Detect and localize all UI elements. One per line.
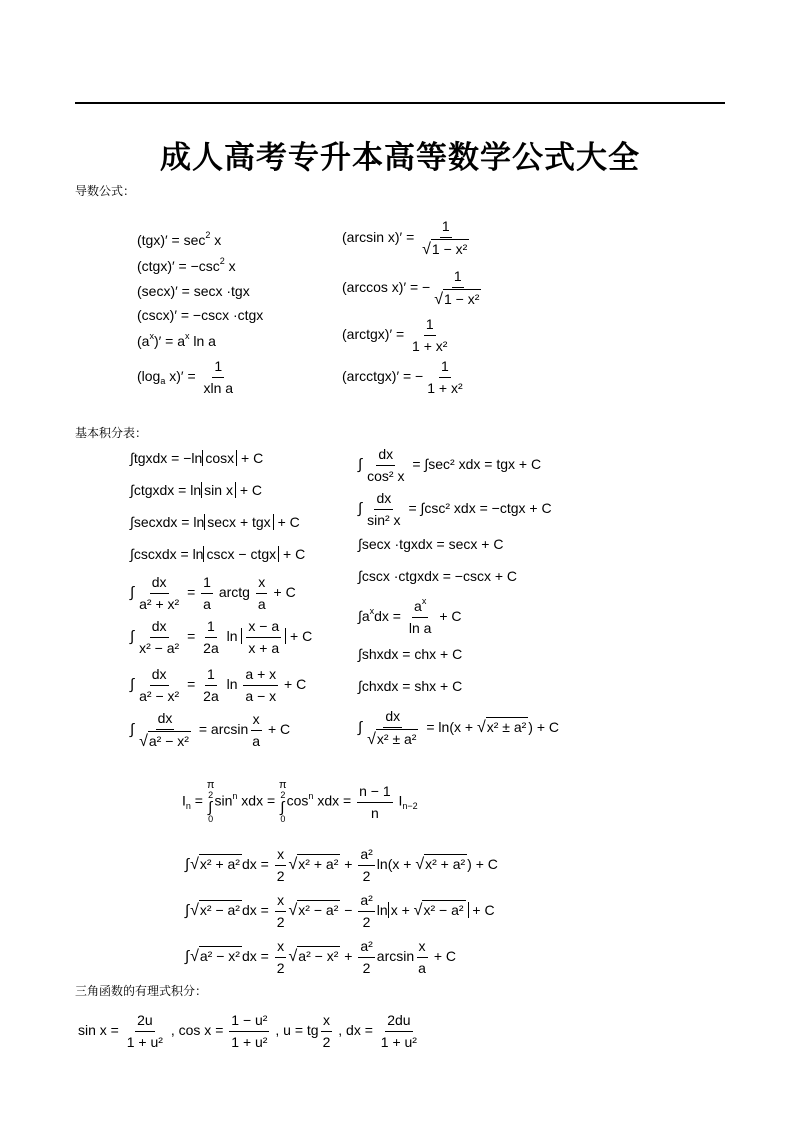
reduction-formula: $I_n$ = π 2 ∫ 0 $\sin^n$ xdx = π 2 ∫ 0 $\cos^n$ xdx = $\frac{n - 1}{n}$ $I_{n-2}$ [182, 779, 418, 824]
int-arctg: ∫ $\frac{dx}{\text{a² + x²}}$ = $\frac{1}{a}$ arctg $\frac{x}{a}$ + C [130, 574, 296, 612]
deriv-arccos: (arccos x)′ = − $\frac{1}{\text{√1 − x²}}$ [342, 268, 480, 308]
int-sectg: ∫secx ·tgxdx = secx + C [358, 536, 504, 552]
int-ax: $\int a^xdx$ = $\frac{a^x}{\text{ln a}}$ + C [358, 596, 462, 636]
int-arcsin: ∫ $\frac{dx}{\text{√a² − x²}}$ = arcsin $\frac{x}{a}$ + C [130, 710, 291, 750]
int-ch: ∫chxdx = shx + C [358, 678, 463, 694]
int-cscctg: ∫cscx ·ctgxdx = −cscx + C [358, 568, 518, 584]
sqrt-int-3: ∫√a² − x² dx = $\frac{x}{2}$ √a² − x² + $\frac{\text{a²}}{2}$ arcsin $\frac{x}{a}$ + C [185, 938, 457, 976]
top-rule [75, 102, 725, 104]
deriv-arcctg: (arcctgx)′ = − $\frac{1}{\text{1 + x²}}$ [342, 358, 463, 396]
trig-substitution: sin x = $\frac{2u}{\text{1 + u²}}$ , cos x = $\frac{\text{1 − u²}}{\text{1 + u²}}$ , u = tg $\frac{x}{2}$ , dx = $\frac{2du}{\text{1 + u²}}$ [78, 1012, 417, 1050]
deriv-ax: $(a^x)' = a^x$ ln a [137, 331, 216, 349]
deriv-sec: (secx)′ = secx ·tgx [137, 283, 250, 299]
page-title: 成人高考专升本高等数学公式大全 [160, 140, 640, 176]
int-tg: ∫tgxdx = −ln cosx + C [130, 450, 264, 466]
int-sec2: ∫ $\frac{dx}{\text{cos² x}}$ = ∫sec² xdx = tgx + C [358, 446, 542, 484]
section-trig: 三角函数的有理式积分： [75, 984, 208, 998]
sqrt-int-1: ∫√x² + a² dx = $\frac{x}{2}$ √x² + a² + $\frac{\text{a²}}{2}$ ln(x + √x² + a² ) + C [185, 846, 498, 884]
int-ln-sqrt: ∫ $\frac{dx}{\text{√x² ± a²}}$ = ln(x + √x² ± a² ) + C [358, 708, 560, 748]
deriv-arcsin: (arcsin x)′ = $\frac{1}{\text{√1 − x²}}$ [342, 218, 468, 258]
int-sec: ∫secxdx = ln secx + tgx + C [130, 514, 300, 530]
int-ctg: ∫ctgxdx = ln sin x + C [130, 482, 263, 498]
int-csc: ∫cscxdx = ln cscx − ctgx + C [130, 546, 306, 562]
sqrt-int-2: ∫√x² − a² dx = $\frac{x}{2}$ √x² − a² − $\frac{\text{a²}}{2}$ ln x + √x² − a² + C [185, 892, 495, 930]
section-derivative: 导数公式： [75, 184, 136, 198]
int-sh: ∫shxdx = chx + C [358, 646, 463, 662]
int-ln-ax: ∫ $\frac{dx}{\text{a² − x²}}$ = $\frac{1}{2a}$ ln $\frac{a + x}{a - x}$ + C [130, 666, 307, 704]
deriv-ctg: (ctgx)′ = $-\csc^2$ x [137, 256, 236, 274]
int-csc2: ∫ $\frac{dx}{\text{sin² x}}$ = ∫csc² xdx = −ctgx + C [358, 490, 552, 528]
deriv-arctg: (arctgx)′ = $\frac{1}{\text{1 + x²}}$ [342, 316, 448, 354]
deriv-tg: $(tgx)' = \sec^2 x$ [137, 230, 222, 248]
deriv-log: ($\log_a$ x)′ = $\frac{1}{\text{xln a}}$ [137, 358, 234, 396]
deriv-csc: (cscx)′ = −cscx ·ctgx [137, 307, 264, 323]
section-integral: 基本积分表： [75, 426, 148, 440]
int-ln-xa: ∫ $\frac{dx}{\text{x² − a²}}$ = $\frac{1}{2a}$ ln $\frac{x - a}{x + a}$ + C [130, 618, 313, 656]
